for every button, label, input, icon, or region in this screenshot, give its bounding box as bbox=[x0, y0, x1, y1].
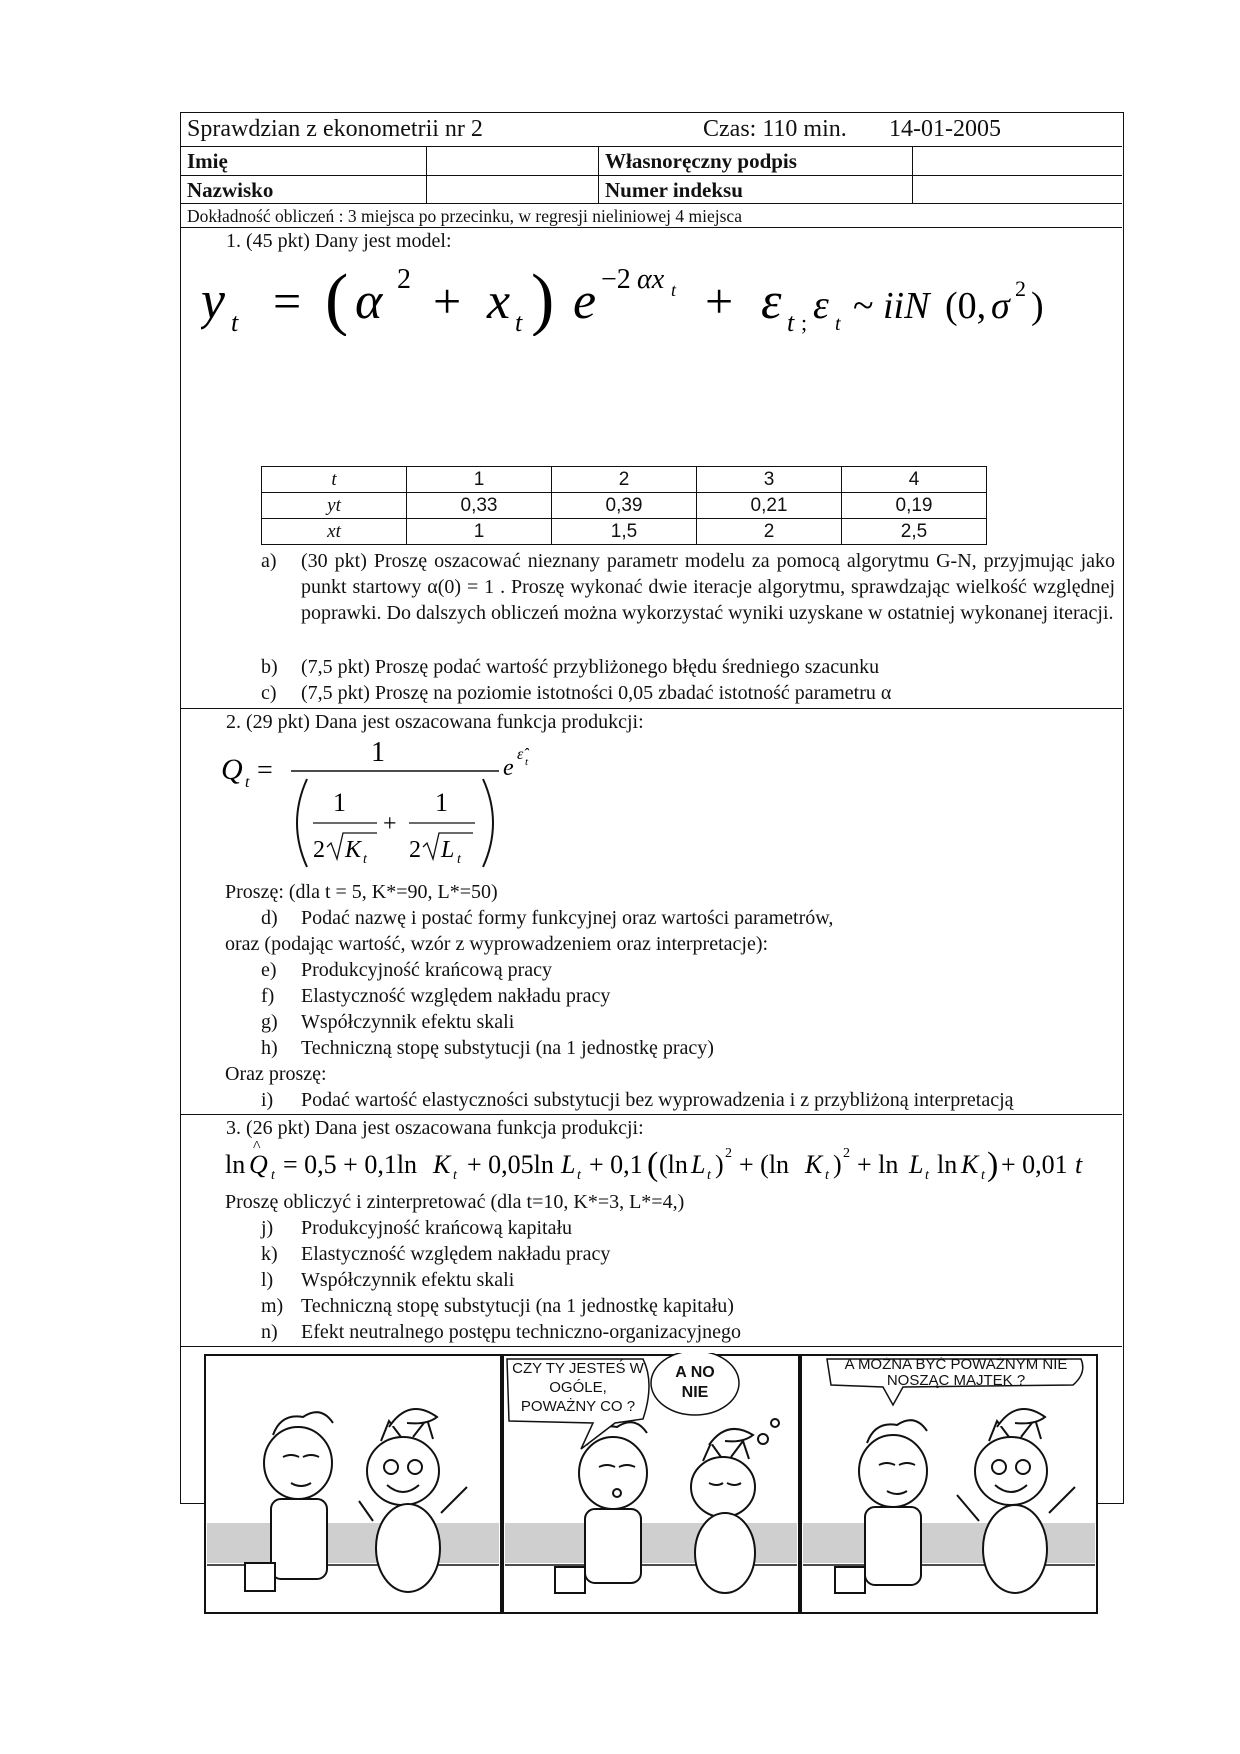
task2-d-label: d) bbox=[261, 907, 278, 929]
task3-k-label: k) bbox=[261, 1243, 278, 1265]
svg-text:;: ; bbox=[801, 310, 808, 335]
table-cell: 3 bbox=[697, 467, 842, 493]
svg-text:t: t bbox=[245, 774, 250, 791]
svg-text:e: e bbox=[573, 273, 597, 330]
svg-text:t: t bbox=[577, 1168, 581, 1183]
task3-l-label: l) bbox=[261, 1269, 274, 1291]
svg-text:=: = bbox=[257, 755, 273, 786]
task2-h-text: Techniczną stopę substytucji (na 1 jednostkę pracy) bbox=[301, 1037, 714, 1059]
svg-text:): ) bbox=[833, 1150, 842, 1179]
bubble-3-text: A MOŻNA BYĆ POWAŻNYM NIE NOSZĄC MAJTEK ? bbox=[844, 1357, 1068, 1389]
task3-j-text: Produkcyjność krańcową kapitału bbox=[301, 1217, 573, 1239]
svg-text:L: L bbox=[909, 1150, 924, 1179]
task2-production-function bbox=[221, 737, 541, 877]
task1-b-label: b) bbox=[261, 656, 278, 678]
svg-text:t: t bbox=[1075, 1150, 1083, 1179]
svg-text:(0,: (0, bbox=[945, 285, 987, 327]
task3-heading: 3. (26 pkt) Dana jest oszacowana funkcja produkcji: bbox=[226, 1117, 644, 1139]
task1-model-equation bbox=[201, 256, 1121, 336]
table-row bbox=[262, 493, 987, 519]
task2-d-text: Podać nazwę i postać formy funkcyjnej oraz wartości parametrów, bbox=[301, 907, 834, 929]
exam-sheet bbox=[180, 112, 1124, 1504]
first-name-label: Imię bbox=[187, 149, 228, 173]
svg-text:+ (ln: + (ln bbox=[739, 1150, 790, 1179]
svg-text:ε̂: ε̂ bbox=[517, 746, 524, 763]
svg-text:t: t bbox=[515, 308, 523, 336]
svg-text:x: x bbox=[487, 273, 511, 330]
table-cell: 2,5 bbox=[842, 519, 987, 545]
table-cell: 1,5 bbox=[552, 519, 697, 545]
table-cell: 4 bbox=[842, 467, 987, 493]
last-name-label-cell bbox=[181, 176, 427, 203]
table-cell: 0,19 bbox=[842, 493, 987, 519]
exam-time: Czas: 110 min. bbox=[703, 116, 847, 142]
task3-k-text: Elastyczność względem nakładu pracy bbox=[301, 1243, 611, 1265]
svg-text:+ 0,1: + 0,1 bbox=[589, 1150, 643, 1179]
svg-text:+: + bbox=[383, 811, 397, 837]
svg-text:2: 2 bbox=[725, 1146, 732, 1161]
svg-text:t: t bbox=[271, 1168, 275, 1183]
task3-prompt: Proszę obliczyć i zinterpretować (dla t=10, K*=3, L*=4,) bbox=[225, 1191, 685, 1213]
svg-text:e: e bbox=[503, 755, 514, 781]
svg-text:): ) bbox=[531, 261, 555, 336]
svg-text:t: t bbox=[981, 1168, 985, 1183]
bubble-1-text: CZY TY JESTEŚ W OGÓLE, POWAŻNY CO ? bbox=[512, 1360, 644, 1415]
task3-l-text: Współczynnik efektu skali bbox=[301, 1269, 515, 1291]
svg-text:+: + bbox=[433, 273, 462, 329]
signature-field[interactable] bbox=[913, 147, 1122, 175]
svg-text:t: t bbox=[925, 1168, 929, 1183]
svg-text:(: ( bbox=[325, 261, 349, 336]
task2-i-label: i) bbox=[261, 1089, 274, 1111]
table-cell: 1 bbox=[407, 519, 552, 545]
svg-text:iiN: iiN bbox=[883, 285, 930, 327]
svg-text:1: 1 bbox=[435, 788, 448, 817]
last-name-row bbox=[181, 176, 1122, 204]
task1-data-table bbox=[261, 466, 987, 545]
task2-e-label: e) bbox=[261, 959, 277, 981]
svg-text:2: 2 bbox=[313, 837, 325, 863]
svg-text:t: t bbox=[707, 1168, 711, 1183]
svg-text:K: K bbox=[961, 1150, 979, 1179]
svg-text:): ) bbox=[715, 1150, 724, 1179]
task2-h-label: h) bbox=[261, 1037, 278, 1059]
svg-text:y: y bbox=[201, 270, 225, 330]
table-cell: yt bbox=[262, 493, 407, 519]
svg-text:+ 0,05ln: + 0,05ln bbox=[467, 1150, 554, 1179]
svg-text:(ln: (ln bbox=[659, 1150, 688, 1179]
task2-heading: 2. (29 pkt) Dana jest oszacowana funkcja produkcji: bbox=[226, 711, 644, 733]
task1-heading: 1. (45 pkt) Dany jest model: bbox=[226, 230, 452, 252]
task1-c-label: c) bbox=[261, 682, 277, 704]
task3-n-label: n) bbox=[261, 1321, 278, 1343]
task3-section bbox=[181, 1115, 1122, 1347]
svg-text:+ ln: + ln bbox=[857, 1150, 899, 1179]
svg-text:Q: Q bbox=[221, 753, 243, 786]
svg-text:αx: αx bbox=[637, 264, 665, 295]
svg-text:2: 2 bbox=[1015, 276, 1026, 301]
svg-text:): ) bbox=[987, 1146, 999, 1183]
svg-text:K: K bbox=[805, 1150, 823, 1179]
svg-text:~: ~ bbox=[853, 285, 874, 327]
svg-text:K: K bbox=[345, 837, 362, 863]
svg-text:σ: σ bbox=[991, 285, 1010, 327]
exam-title: Sprawdzian z ekonometrii nr 2 bbox=[187, 116, 483, 142]
task2-e-text: Produkcyjność krańcową pracy bbox=[301, 959, 553, 981]
precision-note: Dokładność obliczeń : 3 miejsca po przecinku, w regresji nieliniowej 4 miejsca bbox=[187, 206, 742, 226]
table-cell: 0,39 bbox=[552, 493, 697, 519]
svg-text:t: t bbox=[457, 852, 461, 867]
task3-m-label: m) bbox=[261, 1295, 284, 1317]
svg-text:(: ( bbox=[647, 1146, 659, 1183]
svg-text:t: t bbox=[231, 308, 239, 336]
table-row bbox=[262, 519, 987, 545]
svg-text:+ 0,01: + 0,01 bbox=[1001, 1150, 1068, 1179]
task1-c-text: (7,5 pkt) Proszę na poziomie istotności 0,05 zbadać istotność parametru α bbox=[301, 682, 892, 704]
svg-text:ln: ln bbox=[225, 1150, 246, 1179]
svg-text:ε: ε bbox=[761, 273, 782, 330]
svg-text:2: 2 bbox=[409, 837, 421, 863]
svg-text:^: ^ bbox=[253, 1141, 261, 1155]
signature-label: Własnoręczny podpis bbox=[605, 149, 797, 173]
task3-production-function bbox=[225, 1141, 1105, 1189]
task1-a-text: (30 pkt) Proszę oszacować nieznany parametr modelu za pomocą algorytmu G-N, przyjmując jako punkt startowy α(0) = 1 . Proszę wykonać dwie iteracje algorytmu, sprawdzając wielkość względnej poprawki. Do dalszych obliczeń można wykorzystać wyniki uzyskane w ostatniej wykonanej iteracji. bbox=[301, 550, 1115, 624]
task2-also-text: Oraz proszę: bbox=[225, 1063, 327, 1085]
last-name-label: Nazwisko bbox=[187, 178, 274, 202]
table-cell: 0,33 bbox=[407, 493, 552, 519]
svg-text:2: 2 bbox=[397, 264, 411, 295]
svg-text:t: t bbox=[525, 756, 529, 768]
svg-text:t: t bbox=[363, 852, 367, 867]
task1-section bbox=[181, 228, 1122, 709]
table-cell: 1 bbox=[407, 467, 552, 493]
table-cell: 0,21 bbox=[697, 493, 842, 519]
svg-text:K: K bbox=[433, 1150, 451, 1179]
svg-text:2: 2 bbox=[843, 1146, 850, 1161]
svg-text:= 0,5 + 0,1ln: = 0,5 + 0,1ln bbox=[283, 1150, 418, 1179]
header-row bbox=[181, 113, 1122, 147]
svg-text:=: = bbox=[273, 273, 302, 329]
exam-date: 14-01-2005 bbox=[889, 116, 1001, 142]
task1-b-text: (7,5 pkt) Proszę podać wartość przybliżonego błędu średniego szacunku bbox=[301, 656, 880, 678]
task2-mid-text: oraz (podając wartość, wzór z wyprowadzeniem oraz interpretacje): bbox=[225, 933, 769, 955]
svg-text:L: L bbox=[441, 837, 455, 863]
svg-text:ln: ln bbox=[937, 1150, 958, 1179]
task2-f-text: Elastyczność względem nakładu pracy bbox=[301, 985, 611, 1007]
signature-label-cell bbox=[599, 147, 913, 175]
comic-strip bbox=[203, 1353, 1101, 1617]
first-name-label-cell bbox=[181, 147, 427, 175]
svg-text:+: + bbox=[705, 273, 734, 329]
table-row bbox=[262, 467, 987, 493]
table-cell: xt bbox=[262, 519, 407, 545]
table-cell: 2 bbox=[552, 467, 697, 493]
svg-text:1: 1 bbox=[333, 788, 346, 817]
svg-text:ε: ε bbox=[813, 282, 829, 327]
bubble-2-text: A NO NIE bbox=[675, 1364, 715, 1401]
table-cell: 2 bbox=[697, 519, 842, 545]
svg-text:t: t bbox=[835, 313, 841, 335]
task2-g-label: g) bbox=[261, 1011, 278, 1033]
first-name-row bbox=[181, 147, 1122, 176]
task3-m-text: Techniczną stopę substytucji (na 1 jednostkę kapitału) bbox=[301, 1295, 734, 1317]
svg-text:t: t bbox=[787, 308, 795, 336]
index-label: Numer indeksu bbox=[605, 178, 743, 202]
precision-row bbox=[181, 204, 1122, 228]
svg-text:−2: −2 bbox=[601, 264, 631, 295]
task2-g-text: Współczynnik efektu skali bbox=[301, 1011, 515, 1033]
svg-text:L: L bbox=[691, 1150, 706, 1179]
svg-text:): ) bbox=[1031, 285, 1044, 327]
task3-j-label: j) bbox=[261, 1217, 274, 1239]
task2-section bbox=[181, 709, 1122, 1115]
svg-text:1: 1 bbox=[371, 737, 385, 768]
first-name-field[interactable] bbox=[427, 147, 599, 175]
task2-prompt: Proszę: (dla t = 5, K*=90, L*=50) bbox=[225, 881, 498, 903]
svg-text:t: t bbox=[453, 1168, 457, 1183]
table-cell: t bbox=[262, 467, 407, 493]
index-label-cell bbox=[599, 176, 913, 203]
svg-text:α: α bbox=[355, 273, 383, 330]
index-field[interactable] bbox=[913, 176, 1122, 203]
task2-i-text: Podać wartość elastyczności substytucji bez wyprowadzenia i z przybliżoną interpretacją bbox=[301, 1089, 1014, 1111]
svg-text:Q: Q bbox=[249, 1150, 268, 1179]
svg-text:L: L bbox=[561, 1150, 576, 1179]
svg-text:t: t bbox=[825, 1168, 829, 1183]
task2-f-label: f) bbox=[261, 985, 275, 1007]
last-name-field[interactable] bbox=[427, 176, 599, 203]
task3-n-text: Efekt neutralnego postępu techniczno-organizacyjnego bbox=[301, 1321, 742, 1343]
task1-a-label: a) bbox=[261, 550, 277, 572]
svg-text:t: t bbox=[671, 280, 677, 300]
